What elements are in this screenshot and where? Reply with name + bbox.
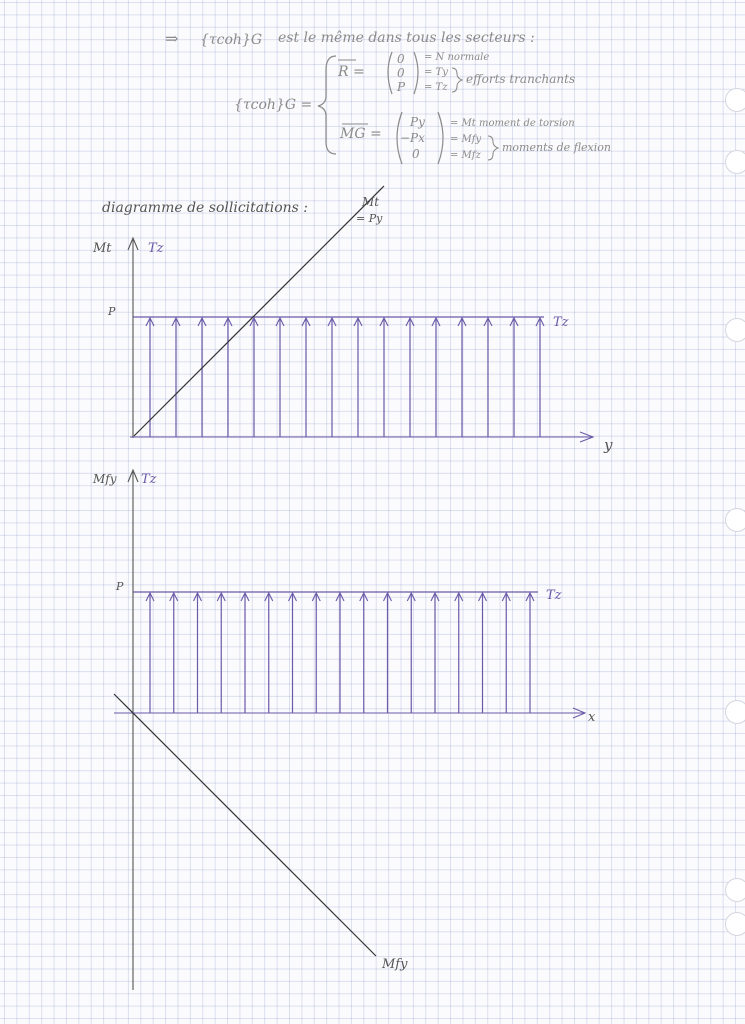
- M-component-2: −Px: [400, 131, 425, 145]
- header: [165, 29, 611, 164]
- M-component-3: 0: [412, 147, 420, 161]
- diagram1-Mt-label: Mt: [362, 195, 380, 209]
- diagram2-Tz-series-label: Tz: [546, 588, 562, 603]
- R-component-1: 0: [397, 52, 405, 66]
- M-annotation-1: = Mt moment de torsion: [450, 118, 575, 129]
- diagram1-x-label: y: [604, 436, 613, 454]
- diagram1-y-label-Tz: Tz: [148, 241, 164, 256]
- R-annotation-2: = Ty: [424, 67, 448, 78]
- diagram1-Mt-label-eq: = Py: [356, 212, 383, 225]
- R-brace-note: efforts tranchants: [466, 72, 576, 86]
- implies-symbol: ⇒: [165, 29, 179, 48]
- M-paren-right: [438, 112, 443, 164]
- diagram-torsion: [92, 186, 613, 454]
- diagram1-Mt-line: [134, 186, 384, 436]
- diagram2-Mfy-label: Mfy: [382, 957, 408, 972]
- diagram2-Tz-arrows: [146, 593, 534, 713]
- header-statement: est le même dans tous les secteurs :: [278, 30, 535, 46]
- R-component-2: 0: [397, 66, 405, 80]
- R-annotation-3: = Tz: [424, 82, 448, 93]
- section-title: diagramme de sollicitations :: [102, 200, 309, 216]
- M-annotation-2: = Mfy: [450, 134, 482, 145]
- R-component-3: P: [397, 80, 406, 94]
- R-annotation-1: = N normale: [424, 52, 490, 63]
- R-label: R =: [338, 64, 365, 80]
- M-label: MG =: [340, 126, 382, 142]
- diagram2-y-label-Mfy: Mfy: [93, 472, 117, 486]
- M-brace-note: moments de flexion: [502, 141, 611, 154]
- torsor-brace: [318, 56, 336, 154]
- diagram2-x-label: x: [588, 710, 596, 725]
- R-paren-left: [388, 52, 392, 94]
- M-small-brace: [488, 136, 498, 160]
- M-component-1: Py: [410, 115, 425, 129]
- diagram1-Tz-series-label: Tz: [553, 315, 569, 330]
- torsor-lhs: {τcoh}G =: [234, 97, 313, 113]
- diagram2-Mfy-line: [114, 694, 376, 956]
- diagram1-P-label: P: [108, 305, 116, 318]
- M-annotation-3: = Mfz: [450, 150, 481, 161]
- diagram2-y-label-Tz: Tz: [141, 472, 157, 487]
- R-paren-right: [414, 52, 418, 94]
- torsor-symbol: {τcoh}G: [200, 32, 263, 48]
- diagram-flexion: [92, 470, 596, 990]
- diagram1-Tz-arrows: [146, 318, 544, 437]
- R-small-brace: [452, 68, 462, 92]
- diagram2-P-label: P: [116, 580, 124, 593]
- diagram1-y-label-Mt: Mt: [93, 241, 112, 256]
